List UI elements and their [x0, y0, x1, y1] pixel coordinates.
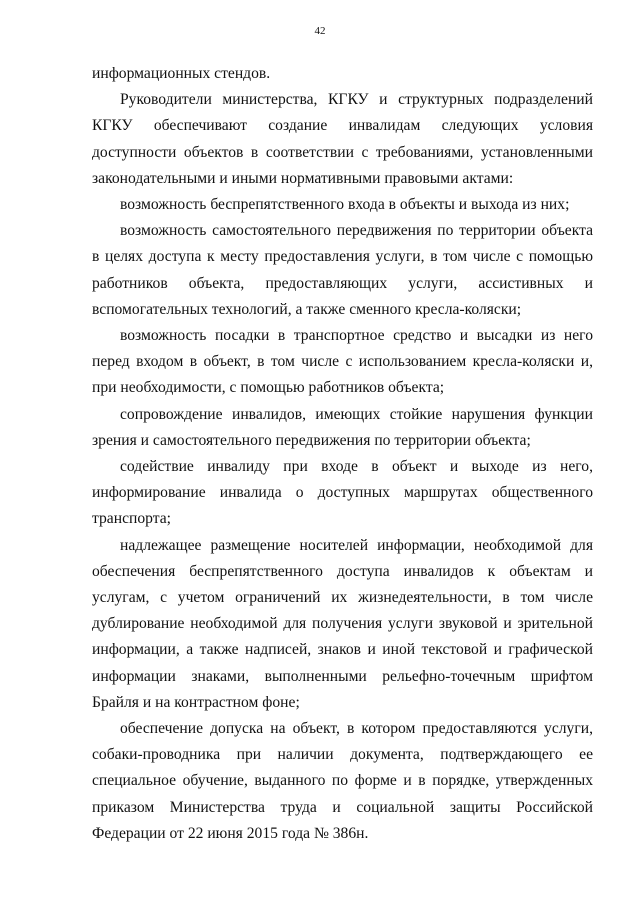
paragraph-escort: сопровождение инвалидов, имеющих стойкие нарушения функции зрения и самостоятельного передвижения по территории объекта;: [92, 405, 593, 449]
document-body: [92, 61, 593, 847]
paragraph-managers-obligations: Руководители министерства, КГКУ и структурных подразделений КГКУ обеспечивают создание инвалидам следующих условия доступности объектов в соответствии с требованиями, установленными законодательными и иными нормативными правовыми актами:: [92, 91, 593, 187]
paragraph-guide-dog: обеспечение допуска на объект, в котором предоставляются услуги, собаки-проводника при наличии документа, подтверждающего ее специальное обучение, выданного по форме и в порядке, утвержденных приказом Министерства труда и социальной защиты Российской Федерации от 22 июня 2015 года № 386н.: [92, 720, 593, 842]
paragraph-assistance: содействие инвалиду при входе в объект и выходе из него, информирование инвалида о доступных маршрутах общественного транспорта;: [92, 458, 593, 528]
paragraph-information-placement: надлежащее размещение носителей информации, необходимой для обеспечения беспрепятственного доступа инвалидов к объектам и услугам, с учетом ограничений их жизнедеятельности, в том числе дублирование необходимой для получения услуги звуковой и зрительной информации, а также надписей, знаков и иной текстовой и графической информации знаками, выполненными рельефно-точечным шрифтом Брайля и на контрастном фоне;: [92, 536, 593, 711]
paragraph-entry-exit: возможность беспрепятственного входа в объекты и выхода из них;: [120, 196, 570, 214]
paragraph-vehicle-boarding: возможность посадки в транспортное средство и высадки из него перед входом в объект, в том числе с использованием кресла-коляски и, при необходимости, с помощью работников объекта;: [92, 327, 593, 397]
paragraph-independent-movement: возможность самостоятельного передвижения по территории объекта в целях доступа к месту предоставления услуги, в том числе с помощью работников объекта, предоставляющих услуги, ассистивных и вспомогательных технологий, а также сменного кресла-коляски;: [92, 222, 593, 318]
page-number: 42: [314, 25, 326, 37]
paragraph-continuation: информационных стендов.: [92, 65, 271, 82]
